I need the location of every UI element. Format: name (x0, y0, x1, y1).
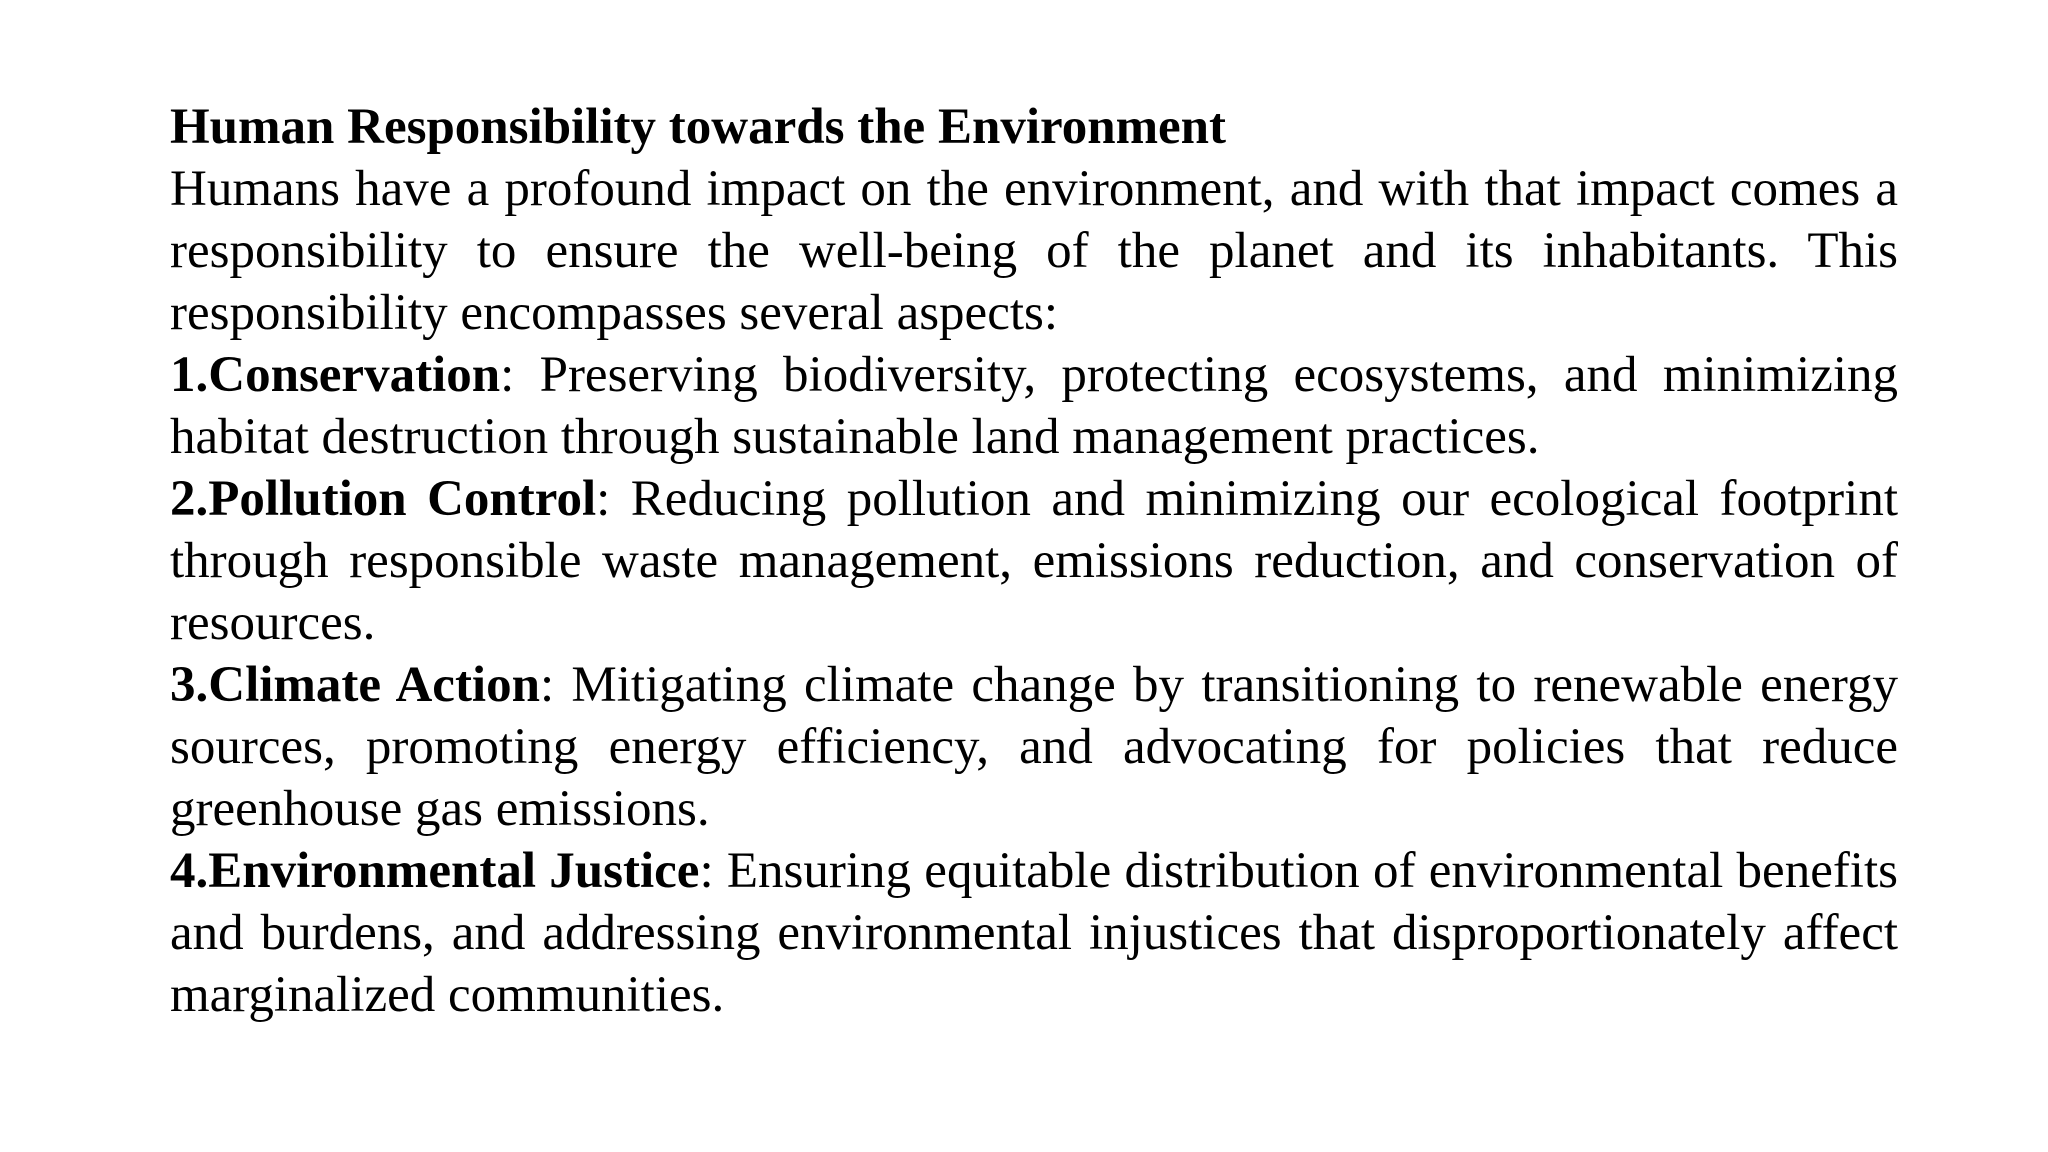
intro-paragraph: Humans have a profound impact on the environment, and with that impact comes a responsibility to ensure the well-being of the planet and its inhabitants. This responsibility encompasses several aspects: (170, 161, 1898, 341)
list-item-conservation (170, 344, 1898, 468)
list-item-pollution-control (170, 468, 1898, 654)
list-item-text: : Preserving biodiversity, protecting ecosystems, and minimizing habitat destruction through sustainable land management practices. (170, 347, 1898, 465)
list-item-number: 4. (170, 843, 209, 899)
list-item-term: Pollution Control (208, 471, 597, 527)
list-item-number: 3. (170, 657, 209, 713)
document-title: Human Responsibility towards the Environment (170, 99, 1227, 155)
list-item-term: Conservation (208, 347, 501, 403)
list-item-text: : Reducing pollution and minimizing our ecological footprint through responsible waste management, emissions reduction, and conservation of resources. (170, 471, 1899, 651)
list-item-number: 1. (170, 347, 209, 403)
list-item-text: : Mitigating climate change by transitioning to renewable energy sources, promoting energy efficiency, and advocating for policies that reduce greenhouse gas emissions. (170, 657, 1898, 837)
list-item-number: 2. (170, 471, 209, 527)
list-item-text: : Ensuring equitable distribution of environmental benefits and burdens, and addressing environmental injustices that disproportionately affect marginalized communities. (170, 843, 1898, 1023)
list-item-climate-action (170, 654, 1898, 840)
list-item-term: Climate Action (208, 657, 540, 713)
list-item-term: Environmental Justice (208, 843, 700, 899)
list-item-environmental-justice (170, 840, 1898, 1026)
document-body (170, 96, 1898, 1026)
